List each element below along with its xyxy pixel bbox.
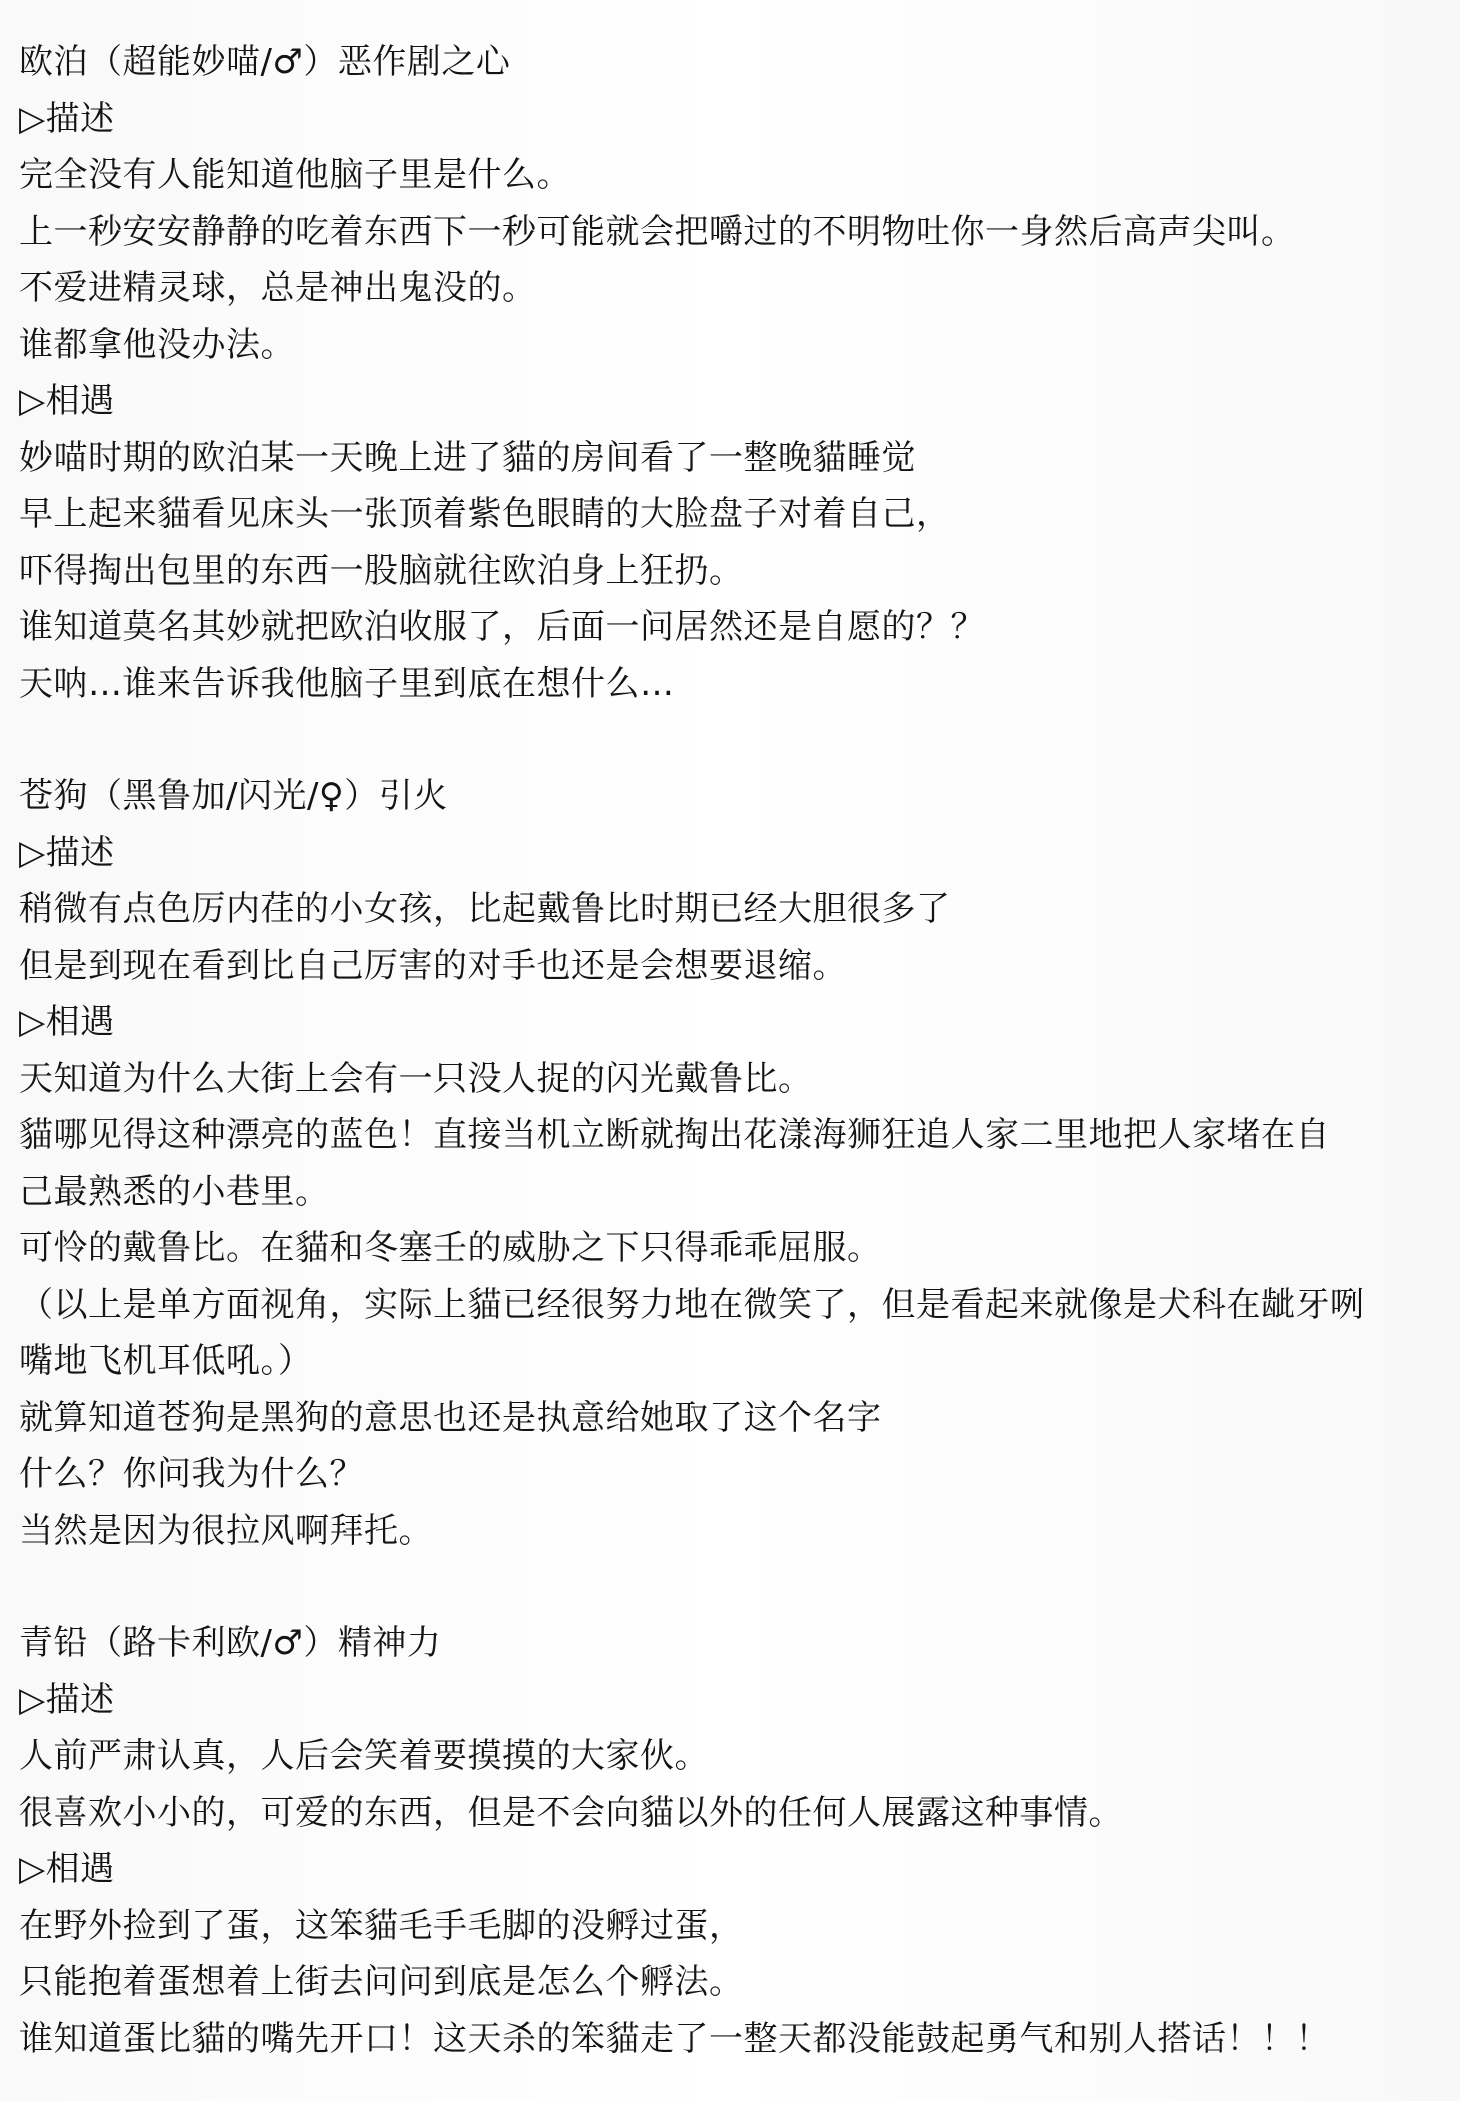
encounter-line: 妙喵时期的欧泊某一天晚上进了貓的房间看了一整晚貓睡觉: [19, 437, 916, 478]
description-header: ▷描述: [19, 98, 115, 139]
description-line: 很喜欢小小的，可爱的东西，但是不会向貓以外的任何人展露这种事情。: [19, 1792, 1123, 1833]
encounter-line: 只能抱着蛋想着上街去问问到底是怎么个孵法。: [19, 1962, 744, 2002]
description-line: 谁都拿他没办法。: [19, 324, 295, 365]
encounter-line: 吓得掏出包里的东西一股脑就往欧泊身上狂扔。: [19, 550, 744, 591]
encounter-line: 什么？你问我为什么？: [19, 1454, 364, 1494]
entry-title: 欧泊（超能妙喵/♂）恶作剧之心: [19, 42, 511, 82]
encounter-line: 当然是因为很拉风啊拜托。: [19, 1510, 433, 1551]
encounter-line: 天知道为什么大街上会有一只没人捉的闪光戴鲁比。: [19, 1058, 813, 1099]
encounter-line: 早上起来貓看见床头一张顶着紫色眼睛的大脸盘子对着自己，: [19, 494, 951, 534]
pokemon-entry-qingqian: [19, 1615, 1460, 2067]
description-line: 但是到现在看到比自己厉害的对手也还是会想要退缩。: [19, 945, 847, 986]
description-header: ▷描述: [19, 1679, 115, 1720]
encounter-line: 在野外捡到了蛋，这笨貓毛手毛脚的没孵过蛋，: [19, 1905, 744, 1946]
encounter-header: ▷相遇: [19, 1002, 115, 1042]
encounter-line: （以上是单方面视角，实际上貓已经很努力地在微笑了，但是看起来就像是犬科在龇牙咧: [19, 1284, 1365, 1325]
description-line: 人前严肃认真，人后会笑着要摸摸的大家伙。: [19, 1736, 709, 1776]
description-line: 不爱进精灵球，总是神出鬼没的。: [19, 268, 537, 308]
encounter-line: 谁知道莫名其妙就把欧泊收服了，后面一问居然还是自愿的？？: [19, 607, 985, 647]
encounter-line: 己最熟悉的小巷里。: [19, 1171, 330, 1212]
encounter-header: ▷相遇: [19, 1849, 115, 1889]
encounter-header: ▷相遇: [19, 381, 115, 421]
pokemon-entry-canggou: [19, 768, 1460, 1559]
encounter-line: 可怜的戴鲁比。在貓和冬塞壬的威胁之下只得乖乖屈服。: [19, 1228, 882, 1268]
encounter-line: 就算知道苍狗是黑狗的意思也还是执意给她取了这个名字: [19, 1397, 882, 1438]
encounter-line: 谁知道蛋比貓的嘴先开口！这天杀的笨貓走了一整天都没能鼓起勇气和别人搭话！！！: [19, 2018, 1330, 2059]
description-line: 稍微有点色厉内荏的小女孩，比起戴鲁比时期已经大胆很多了: [19, 889, 951, 929]
description-line: 完全没有人能知道他脑子里是什么。: [19, 155, 571, 195]
encounter-line: 嘴地飞机耳低吼。）: [19, 1341, 313, 1381]
description-header: ▷描述: [19, 832, 115, 873]
entry-title: 苍狗（黑鲁加/闪光/♀）引火: [19, 776, 448, 816]
entry-title: 青铅（路卡利欧/♂）精神力: [19, 1623, 442, 1663]
encounter-line: 貓哪见得这种漂亮的蓝色！直接当机立断就掏出花漾海狮狂追人家二里地把人家堵在自: [19, 1115, 1330, 1155]
description-line: 上一秒安安静静的吃着东西下一秒可能就会把嚼过的不明物吐你一身然后高声尖叫。: [19, 211, 1296, 252]
encounter-line: 天呐…谁来告诉我他脑子里到底在想什么…: [19, 663, 675, 704]
pokemon-entry-opal: [19, 34, 1460, 712]
